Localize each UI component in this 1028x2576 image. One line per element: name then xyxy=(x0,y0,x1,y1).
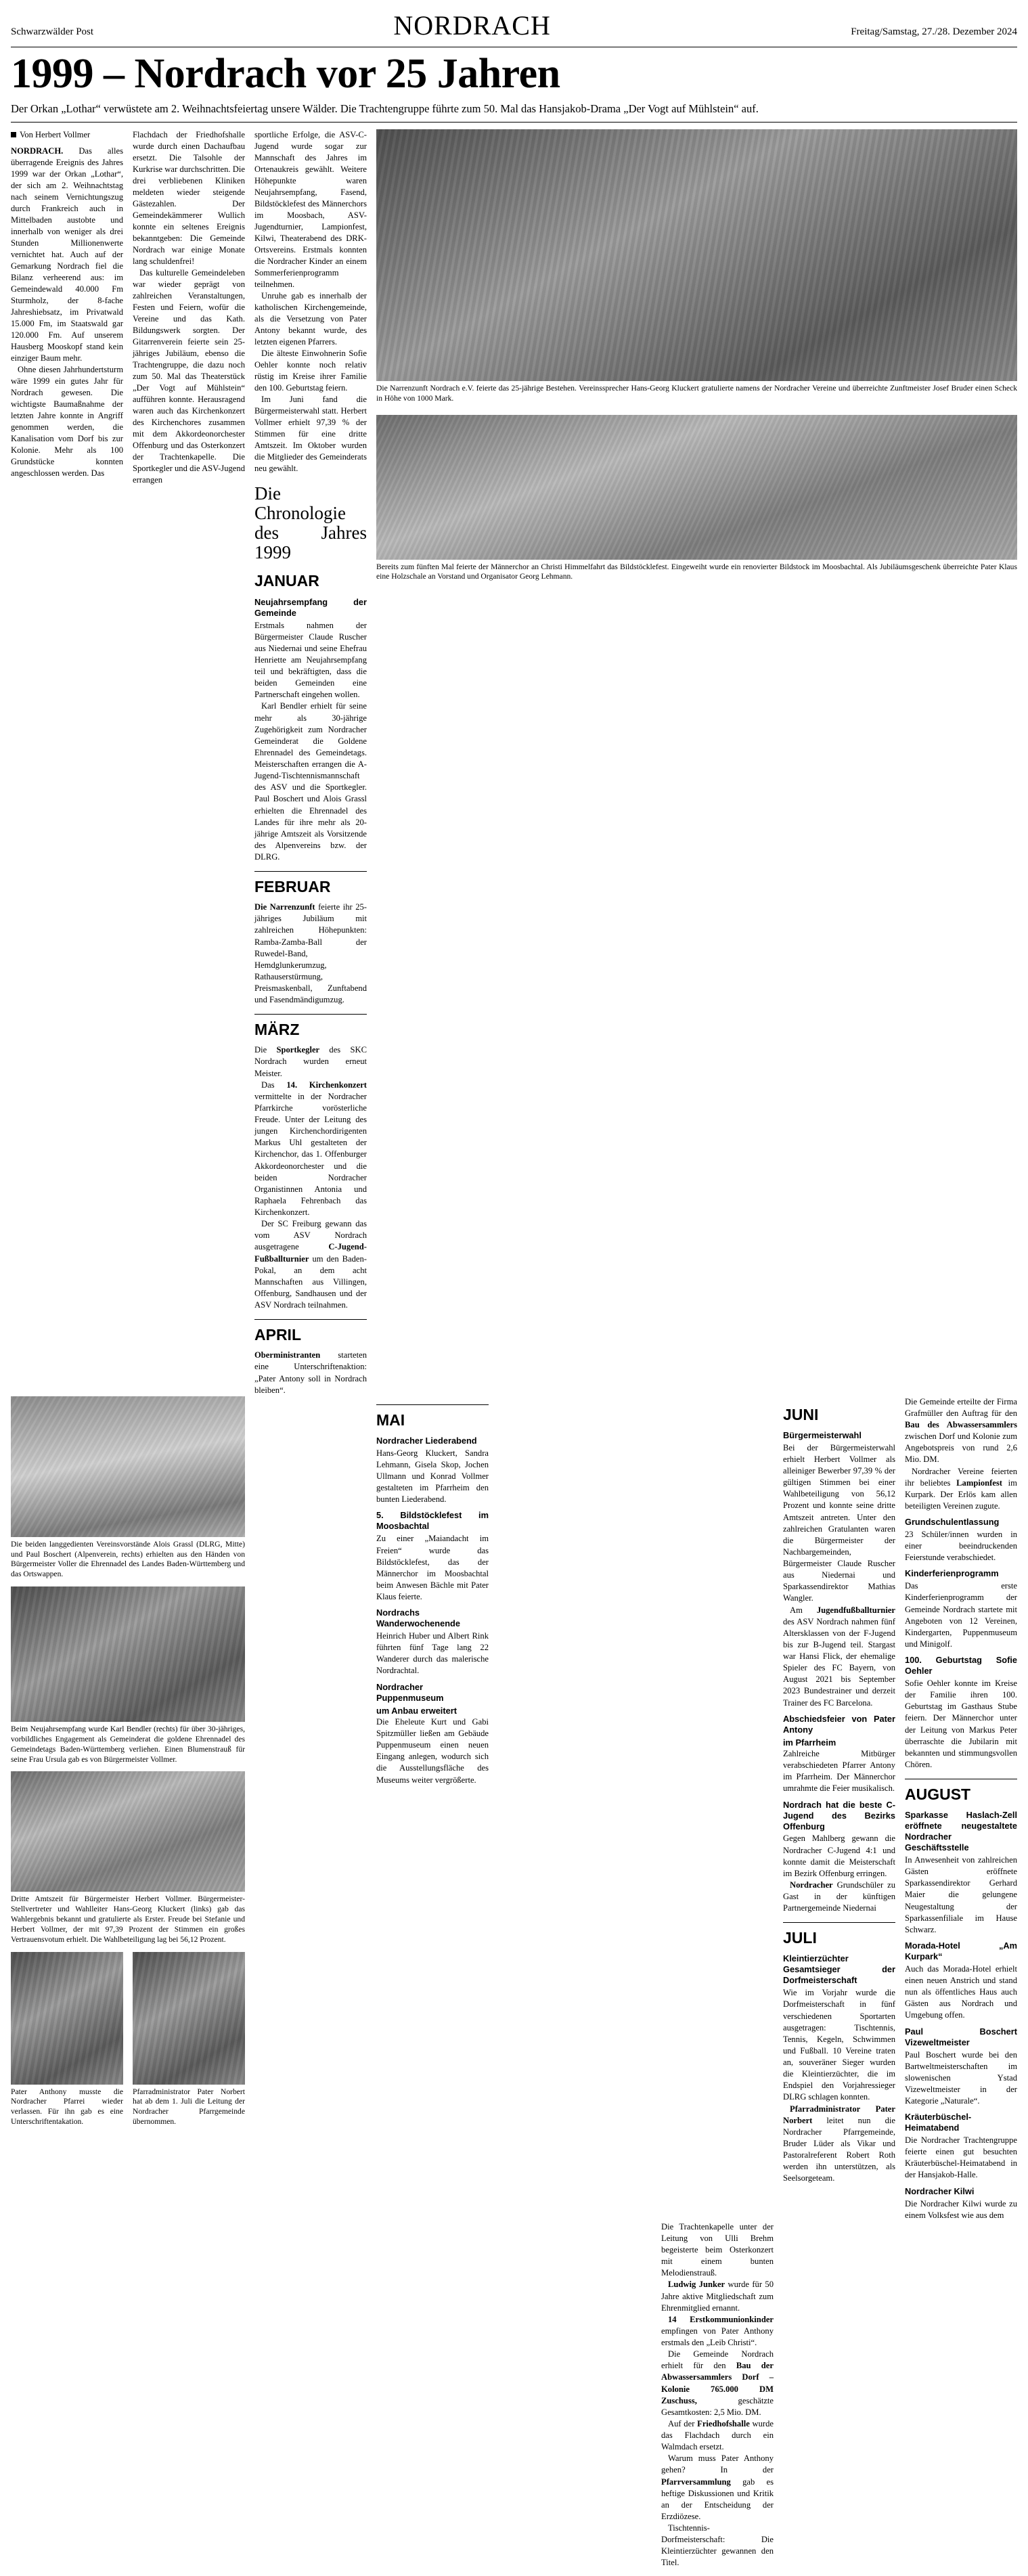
photo-amtszeit xyxy=(11,1771,245,1892)
figure-bendler xyxy=(11,1586,245,1764)
juni-paragraph-4: Gegen Mahlberg gewann die Nordracher C-Jugend 4:1 und konnte damit die Meisterschaft im Bezirk Offenburg erringen. xyxy=(783,1834,895,1878)
juni-sub-3b: im Pfarrheim xyxy=(783,1737,836,1748)
juni-sub-4: Nordrach hat die beste C-Jugend des Bezirks Offenburg xyxy=(783,1799,895,1831)
juli-sub-2: Pfarradministrator Pater Norbert xyxy=(783,2104,895,2125)
month-heading-april: APRIL xyxy=(254,1319,367,1346)
maerz-p1-bold: Sportkegler xyxy=(276,1045,320,1055)
mai-sub-1: Nordracher Liederabend xyxy=(376,1435,477,1446)
month-heading-februar: FEBRUAR xyxy=(254,871,367,897)
mai-body xyxy=(376,1436,489,1786)
article-bottom-grid xyxy=(11,1396,1017,2569)
juni-p2-bold: Jugendfußballturnier xyxy=(816,1605,895,1615)
right-extra-p1-bold: Bau des Abwassersammlers xyxy=(905,1420,1017,1430)
mai-extra-p4-bold: Bau der Abwassersammlers Dorf – Kolonie 765.000 DM Zuschuss, xyxy=(661,2361,774,2405)
figure-anthony xyxy=(11,1952,123,2134)
juli-body xyxy=(783,1953,895,2184)
bullet-square-icon xyxy=(11,132,16,137)
mai-paragraph-4: Die Eheleute Kurt und Gabi Spitzmüller ließen am Gebäude Puppenmuseum einen neuen Eingang anlegen, wodurch sich die Ausstellungsfläche des Museums weiter vergrößerte. xyxy=(376,1716,489,1785)
chronology-title: Die Chronologie des Jahres 1999 xyxy=(254,483,367,563)
maerz-p2-a: Das xyxy=(261,1080,287,1090)
right-extra-p1-a: Die Gemeinde erteilte der Firma Grafmüller den Auftrag für den xyxy=(905,1396,1017,1418)
col3-paragraph-3: Die älteste Einwohnerin Sofie Oehler konnte noch relativ rüstig im Kreise ihrer Familie den 100. Geburtstag feiern. xyxy=(254,348,367,393)
month-heading-maerz: MÄRZ xyxy=(254,1014,367,1040)
right-extra-p4: Das erste Kinderferienprogramm der Gemeinde Nordrach startete mit Angeboten von 12 Vereinen, Kindergarten, Puppenmuseum und Minigolf. xyxy=(905,1581,1017,1649)
mai-extra-p6-c: gab es heftige Diskussionen und Kritik an der Entscheidung der Erzdiözese. xyxy=(661,2477,774,2521)
april-p1-bold: Oberministranten xyxy=(254,1350,321,1360)
col3-paragraph-2: Unruhe gab es innerhalb der katholischen Kirchengemeinde, als die Versetzung von Pater Antony bekannt wurde, des letzten eigenen Pfarrers. xyxy=(254,290,367,347)
article-column-1 xyxy=(11,129,123,1396)
mai-extra-p3-bold: 14 Erstkommunionkinder xyxy=(668,2314,774,2324)
august-p5: Die Nordracher Kilwi wurde zu einem Volksfest wie aus dem xyxy=(905,2198,1017,2220)
col3-paragraph-4: Im Juni fand die Bürgermeisterwahl statt. Herbert Vollmer erhielt 97,39 % der Stimmen für eine dritte Amtszeit. Im Oktober wurden die Mitglieder des Gemeinderats neu gewählt. xyxy=(254,394,367,473)
col3-paragraph-1: sportliche Erfolge, die ASV-C-Jugend wurde sogar zur Mannschaft des Jahres im Ortenaukreis gewählt. Weitere Höhepunkte waren Neujahrsempfang, Fasend, Bildstöcklefest des Männerchors im Moosbach, ASV-Jugendturnier, Lampionfest, Kilwi, Theaterabend des DRK-Ortsvereins. Erstmals konnten die Nordracher Kinder an einem Sommerferienprogramm teilnehmen. xyxy=(254,129,367,289)
august-p2: Auch das Morada-Hotel erhielt einen neuen Anstrich und stand nun als öffentliches Haus auch Gästen aus Nordrach und Umgebung offen. xyxy=(905,1963,1017,2020)
mai-extra-p1: Die Trachtenkapelle unter der Leitung von Ulli Brehm begeisterte beim Osterkonzert mit einem bunten Melodienstrauß. xyxy=(661,2221,774,2278)
juni-p5: Grundschüler zu Gast in der künftigen Partnergemeinde Niedernai xyxy=(783,1880,895,1913)
mai-paragraph-2: Zu einer „Maiandacht im Freien“ wurde das Bildstöcklefest, das der Männerchor im Moosbachtal beim Anwesen Bächle mit Pater Klaus feierte. xyxy=(376,1534,489,1602)
issue-date: Freitag/Samstag, 27./28. Dezember 2024 xyxy=(851,26,1017,37)
figure-amtszeit xyxy=(11,1771,245,1945)
photo-bildstoecklefest xyxy=(376,415,1017,560)
caption-norbert: Pfarradministrator Pater Norbert hat ab dem 1. Juli die Leitung der Nordracher Pfarrgemeinde übernommen. xyxy=(133,2087,245,2127)
photo-ehrennadel xyxy=(11,1396,245,1537)
juli-paragraph-1: Wie im Vorjahr wurde die Dorfmeisterschaft in fünf verschiedenen Sportarten ausgetragen: Tischtennis, Tennis, Kegeln, Schwimmen und Fußball. 10 Vereine traten an, souveräner Sieger wurden die Kleintierzüchter, die im Endspiel den Vorjahressieger DLRG schlagen konnten. xyxy=(783,1988,895,2102)
april-body xyxy=(254,1350,367,1396)
april-p1-c: starteten eine Unterschriftenaktion: „Pater Antony soll in Nordrach bleiben“. xyxy=(254,1350,367,1395)
mai-extra-p7: Tischtennis-Dorfmeisterschaft: Die Kleintierzüchter gewannen den Titel. xyxy=(661,2523,774,2568)
caption-ehrennadel: Die beiden langgedienten Vereinsvorstände Alois Grassl (DLRG, Mitte) und Paul Boschert (Alpenverein, rechts) erhielten aus den Händen von Bürgermeister Voller die Ehrennadel des Landes Baden-Württemberg und das Ortswappen. xyxy=(11,1539,245,1579)
right-extra-body xyxy=(905,1396,1017,1771)
mai-extra-p5-c: wurde das Flachdach durch ein Walmdach ersetzt. xyxy=(661,2418,774,2452)
mai-sub-4b: um Anbau erweitert xyxy=(376,1705,457,1716)
article-column-2 xyxy=(133,129,245,1396)
august-p4: Die Nordracher Trachtengruppe feierte einen gut besuchten Kräuterbüschel-Heimatabend in der Hansjakob-Halle. xyxy=(905,2135,1017,2180)
mai-extra-p4-c: geschätzte Gesamtkosten: 2,5 Mio. DM. xyxy=(661,2395,774,2417)
article-top-grid xyxy=(11,129,1017,1396)
mai-sub-2: 5. Bildstöcklefest im Moosbachtal xyxy=(376,1510,489,1532)
byline xyxy=(11,129,123,141)
februar-body xyxy=(254,902,367,1006)
right-extra-p3: 23 Schüler/innen wurden in einer beeindruckenden Feierstunde verabschiedet. xyxy=(905,1530,1017,1563)
byline-text: Von Herbert Vollmer xyxy=(20,129,91,139)
photo-anthony xyxy=(11,1952,123,2085)
juli-paragraph-2: leitet nun die Nordracher Pfarrgemeinde, Bruder Lüder als Vikar und Pastoralreferent Robert Roth werden ihn unterstützen, als Seelsorgeteam. xyxy=(783,2115,895,2183)
col1-paragraph-2: Ohne diesen Jahrhundertsturm wäre 1999 ein gutes Jahr für Nordrach gewesen. Die wichtigste Baumaßnahme der letzten Jahre konnte in Angriff genommen werden, die Kanalisation vom Dorf bis zur Kolonie. Mehr als 100 Grundstücke konnten angeschlossen werden. Das xyxy=(11,364,123,478)
month-heading-august: AUGUST xyxy=(905,1779,1017,1805)
photo-narrenzunft xyxy=(376,129,1017,381)
headline-rule xyxy=(11,122,1017,123)
januar-sub-1: Neujahrsempfang der Gemeinde xyxy=(254,596,367,618)
mai-paragraph-1: Hans-Georg Kluckert, Sandra Lehmann, Gisela Skop, Jochen Ullmann und Konrad Vollmer gestalteten im Pfarrheim den bunten Liederabend. xyxy=(376,1448,489,1505)
mai-extra-p6-bold: Pfarrversammlung xyxy=(661,2477,731,2487)
caption-bildstoecklefest: Bereits zum fünften Mal feierte der Männerchor an Christi Himmelfahrt das Bildstöcklefest. Eingeweiht wurde ein renovierter Bildstock im Moosbachtal. Als Jubiläumsgeschenk überreichte Pater Klaus eine Holzschale an Vorstand und Organisator Georg Lehmann. xyxy=(376,562,1017,581)
figure-bildstoecklefest xyxy=(376,415,1017,590)
caption-anthony: Pater Anthony musste die Nordracher Pfarrei wieder verlassen. Für ihn gab es eine Unterschriftentakation. xyxy=(11,2087,123,2127)
right-extra-sub-3: Grundschulentlassung xyxy=(905,1517,1000,1528)
figure-ehrennadel xyxy=(11,1396,245,1580)
mai-extra-p5-bold: Friedhofshalle xyxy=(697,2418,750,2428)
right-extra-sub-4: Kinderferienprogramm xyxy=(905,1568,999,1579)
august-sub-3: Paul Boschert Vizeweltmeister xyxy=(905,2026,1017,2047)
maerz-p2-c: vermittelte in der Nordracher Pfarrkirche vorösterliche Freude. Unter der Leitung des jungen Kirchenchordirigenten Markus Uhl gestalteten der Kirchenchor, das 1. Offenburger Akkordeonorchester und die beiden Nordracher Organistinnen Antonia und Raphaela Fehrenbach das Kirchenkonzert. xyxy=(254,1091,367,1218)
subheadline: Der Orkan „Lothar“ verwüstete am 2. Weihnachtsfeiertag unsere Wälder. Die Trachtengruppe führte zum 50. Mal das Hansjakob-Drama „Der Vogt auf Mühlstein“ auf. xyxy=(11,102,759,116)
juni-p2-c: des ASV Nordrach nahmen fünf Altersklassen von der F-Jugend bis zur B-Jugend teil. Stargast war Hansi Flick, der ehemalige Spieler des FC Bayern, von August 2021 bis September 2023 Bundestrainer und derzeit Trainer des FC Barcelona. xyxy=(783,1616,895,1708)
august-p3: Paul Boschert wurde bei den Bartweltmeisterschaften im slowenischen Ystad Vizeweltmeister in der Kategorie „Naturale“. xyxy=(905,2049,1017,2106)
juni-body xyxy=(783,1430,895,1915)
page-title: 1999 – Nordrach vor 25 Jahren xyxy=(11,51,560,97)
juni-paragraph-3: Zahlreiche Mitbürger verabschiedeten Pfarrer Antony im Pfarrheim. Der Männerchor umrahmte die Feier musikalisch. xyxy=(783,1749,895,1794)
mai-paragraph-3: Heinrich Huber und Albert Rink führten fünf Tage lang 22 Wanderer durch das malerische Nordrachtal. xyxy=(376,1631,489,1676)
photo-column-left xyxy=(11,1396,245,2221)
august-p1: In Anwesenheit von zahlreichen Gästen eröffnete Sparkassendirektor Gerhard Maier die gelungene Neugestaltung der Sparkassenfiliale im Hause Schwarz. xyxy=(905,1855,1017,1934)
paper-name: Schwarzwälder Post xyxy=(11,26,94,37)
februar-paragraph-1: feierte ihr 25-jähriges Jubiläum mit zahlreichen Höhepunkten: Ramba-Zamba-Ball der Ruwedel-Band, Hemdglunkerumzug, Rathauserstürmung, Preismaskenball, Zunftabend und Fasendmändigumzug. xyxy=(254,902,367,1005)
maerz-body xyxy=(254,1044,367,1311)
caption-amtszeit: Dritte Amtszeit für Bürgermeister Herbert Vollmer. Bürgermeister-Stellvertreter und Wahlleiter Hans-Georg Kluckert (links) gab das Wahlergebnis bekannt und gratulierte als Erster. Freude bei Stefanie und Herbert Vollmer, der mit 97,39 Prozent der Stimmen ein großes Vertrauensvotum erhielt. Die Wahlbeteiligung lag bei 56,12 Prozent. xyxy=(11,1894,245,1944)
august-sub-1: Sparkasse Haslach-Zell eröffnete neugestaltete Nordracher Geschäftsstelle xyxy=(905,1810,1017,1853)
masthead xyxy=(11,9,1017,44)
juni-sub-1: Bürgermeisterwahl xyxy=(783,1429,862,1440)
maerz-p1-a: Die xyxy=(254,1045,277,1055)
right-extra-p2-c: im Kurpark. Der Erlös kam allen beteiligten Vereinen zugute. xyxy=(905,1478,1017,1511)
maerz-p3-bold: C-Jugend-Fußballturnier xyxy=(254,1242,367,1264)
februar-lead: Die Narrenzunft xyxy=(254,902,315,912)
month-heading-mai: MAI xyxy=(376,1404,489,1431)
col2-paragraph-2: Das kulturelle Gemeindeleben war wieder geprägt von zahlreichen Veranstaltungen, Festen und Feiern, wofür die Vereine und das Kath. Bildungswerk sorgten. Der Gitarrenverein feierte sein 25-jähriges Jubiläum, ebenso die Trachtengruppe, die dazu noch zum 50. Mal das Theaterstück „Der Vogt auf Mühlstein“ aufführen konnte. Herausragend waren auch das Kirchenkonzert des Kirchenchores zusammen mit dem Akkordeonorchester Offenburg und das Osterkonzert der Trachtenkapelle. Die Sportkegler und die ASV-Jugend errangen xyxy=(133,267,245,485)
dateline: NORDRACH. xyxy=(11,146,64,156)
august-sub-4: Kräuterbüschel-Heimatabend xyxy=(905,2112,972,2133)
juni-paragraph-1: Bei der Bürgermeisterwahl erhielt Herbert Vollmer als alleiniger Bewerber 97,39 % der gültigen Stimmen bei einer Wahlbeteiligung von 56,12 Prozent und konnte seine dritte Amtszeit antreten. Unter den zahlreichen Gratulanten waren die Bürgermeister der Nachbargemeinden, Bürgermeister Claude Ruscher aus Niedernai und Sparkassendirektor Mathias Wangler. xyxy=(783,1442,895,1603)
chronology-column-mai xyxy=(376,1396,489,2221)
chronology-column-juni xyxy=(783,1396,895,2221)
month-heading-januar: JANUAR xyxy=(254,572,319,590)
august-sub-5: Nordracher Kilwi xyxy=(905,2185,975,2196)
mai-extra-p4-a: Die Gemeinde Nordrach erhielt für den xyxy=(661,2349,774,2371)
right-extra-p2-a: Nordracher Vereine feierten ihr beliebtes xyxy=(905,1466,1017,1488)
maerz-p2-bold: 14. Kirchenkonzert xyxy=(286,1080,367,1090)
right-extra-p2-bold: Lampionfest xyxy=(956,1478,1002,1488)
januar-body xyxy=(254,597,367,864)
mai-sub-4: Nordracher Puppenmuseum xyxy=(376,1681,444,1703)
photo-column xyxy=(376,129,1017,1396)
right-extra-p5: Sofie Oehler konnte im Kreise der Familie ihren 100. Geburtstag im Gasthaus Stube feiern. Der Männerchor unter der Leitung von Markus Peter überraschte die Jubilarin mit bekannten und stimmungsvollen Chören. xyxy=(905,1679,1017,1769)
section-title: NORDRACH xyxy=(393,10,551,41)
maerz-p1-c: des SKC Nordrach wurden erneut Meister. xyxy=(254,1045,367,1078)
figure-norbert xyxy=(133,1952,245,2134)
juni-p2-a: Am xyxy=(790,1605,817,1615)
mai-extra-p2: wurde für 50 Jahre aktive Mitgliedschaft zum Ehrenmitglied ernannt. xyxy=(661,2280,774,2313)
caption-narrenzunft: Die Narrenzunft Nordrach e.V. feierte das 25-jährige Bestehen. Vereinssprecher Hans-Georg Kluckert gratulierte namens der Nordracher Vereine und überreichte Zunftmeister Josef Bruder einen Scheck in Höhe von 1000 Mark. xyxy=(376,383,1017,403)
figure-narrenzunft xyxy=(376,129,1017,411)
august-body xyxy=(905,1810,1017,2221)
juni-p5-bold: Nordracher xyxy=(790,1880,833,1890)
chronology-column-mai-extra xyxy=(661,2221,774,2569)
mai-extra-p5-a: Auf der xyxy=(668,2418,698,2428)
photo-norbert xyxy=(133,1952,245,2085)
mai-sub-3: Nordrachs Wanderwochenende xyxy=(376,1607,460,1629)
caption-bendler: Beim Neujahrsempfang wurde Karl Bendler (rechts) für über 30-jähriges, vorbildliches Engagement als Gemeinderat die goldene Ehrennadel des Gemeindetags Baden-Württemberg verliehen. Einen Blumenstrauß für seine Frau Ursula gab es von Bürgermeister Vollmer. xyxy=(11,1725,245,1764)
august-sub-2: Morada-Hotel „Am Kurpark“ xyxy=(905,1940,1017,1961)
juni-sub-3: Abschiedsfeier von Pater Antony xyxy=(783,1713,895,1735)
mai-extra-p6-a: Warum muss Pater Anthony gehen? In der xyxy=(661,2453,774,2475)
mai-extra-p2-bold: Ludwig Junker xyxy=(668,2280,725,2290)
article-column-3 xyxy=(254,129,367,1396)
mai-extra-p3: empfingen von Pater Anthony erstmals den „Leib Christi“. xyxy=(661,2326,774,2348)
januar-paragraph-2: Karl Bendler erhielt für seine mehr als 30-jährige Zugehörigkeit zum Nordracher Gemeinderat die Goldene Ehrennadel des Gemeindetags. Meisterschaften errangen die A-Jugend-Tischtennismannschaft des ASV und die Sportkegler. Paul Boschert und Alois Grassl erhielten die Ehrennadel des Landes für ihre mehr als 20-jährige Amtszeit als Vorsitzende des Alpenvereins bzw. der DLRG. xyxy=(254,701,367,862)
figure-pair-priests xyxy=(11,1952,245,2134)
month-heading-juli: JULI xyxy=(783,1922,895,1949)
right-extra-p1-c: zwischen Dorf und Kolonie zum Angebotspreis von rund 2,6 Mio. DM. xyxy=(905,1431,1017,1465)
januar-paragraph-1: Erstmals nahmen der Bürgermeister Claude Ruscher aus Niedernai und seine Ehefrau Henriette am Neujahrsempfang teil und bekräftigten, dass die beiden Gemeinden eine Partnerschaft eingehen wollen. xyxy=(254,620,367,700)
right-extra-sub-5: 100. Geburtstag Sofie Oehler xyxy=(905,1655,1017,1676)
mai-extra-body xyxy=(661,2221,774,2569)
month-heading-juni: JUNI xyxy=(783,1405,819,1423)
col1-paragraph-1: Das alles überragende Ereignis des Jahres 1999 war der Orkan „Lothar“, der sich am 2. Weihnachtstag nach seinem Vernichtungszug durch Frankreich auch in Mittelbaden austobte und innerhalb von weniger als drei Stunden Millionenwerte vernichtet hat. Auch auf der Gemarkung Nordrach fiel die Bilanz verheerend aus: im Gemeindewald 40.000 Fm Sturmholz, der 8-fache Jahreshiebsatz, im Privatwald 15.000 Fm, im Staatswald gar 120.000 Fm. Auf unserem Hausberg Mooskopf stand kein einziger Baum mehr. xyxy=(11,146,123,363)
maerz-p3-c: um den Baden-Pokal, an dem acht Mannschaften aus Villingen, Offenburg, Sandhausen und der ASV Nordrach teilnahmen. xyxy=(254,1253,367,1310)
chronology-column-august xyxy=(905,1396,1017,2221)
col2-paragraph-1: Flachdach der Friedhofshalle wurde durch einen Dachaufbau ersetzt. Die Talsohle der Kurkrise war durchschritten. Die drei verbliebenen Kliniken meldeten wieder steigende Gästezahlen. Der Gemeindekämmerer Wullich konnte ein seltenes Ereignis bekanntgeben: Die Gemeinde Nordrach war einige Monate lang schuldenfrei! xyxy=(133,129,245,266)
maerz-p3-a: Der SC Freiburg gewann das vom ASV Nordrach ausgetragene xyxy=(254,1219,367,1252)
photo-bendler xyxy=(11,1586,245,1722)
juli-sub-1: Kleintierzüchter Gesamtsieger der Dorfmeisterschaft xyxy=(783,1953,895,1986)
